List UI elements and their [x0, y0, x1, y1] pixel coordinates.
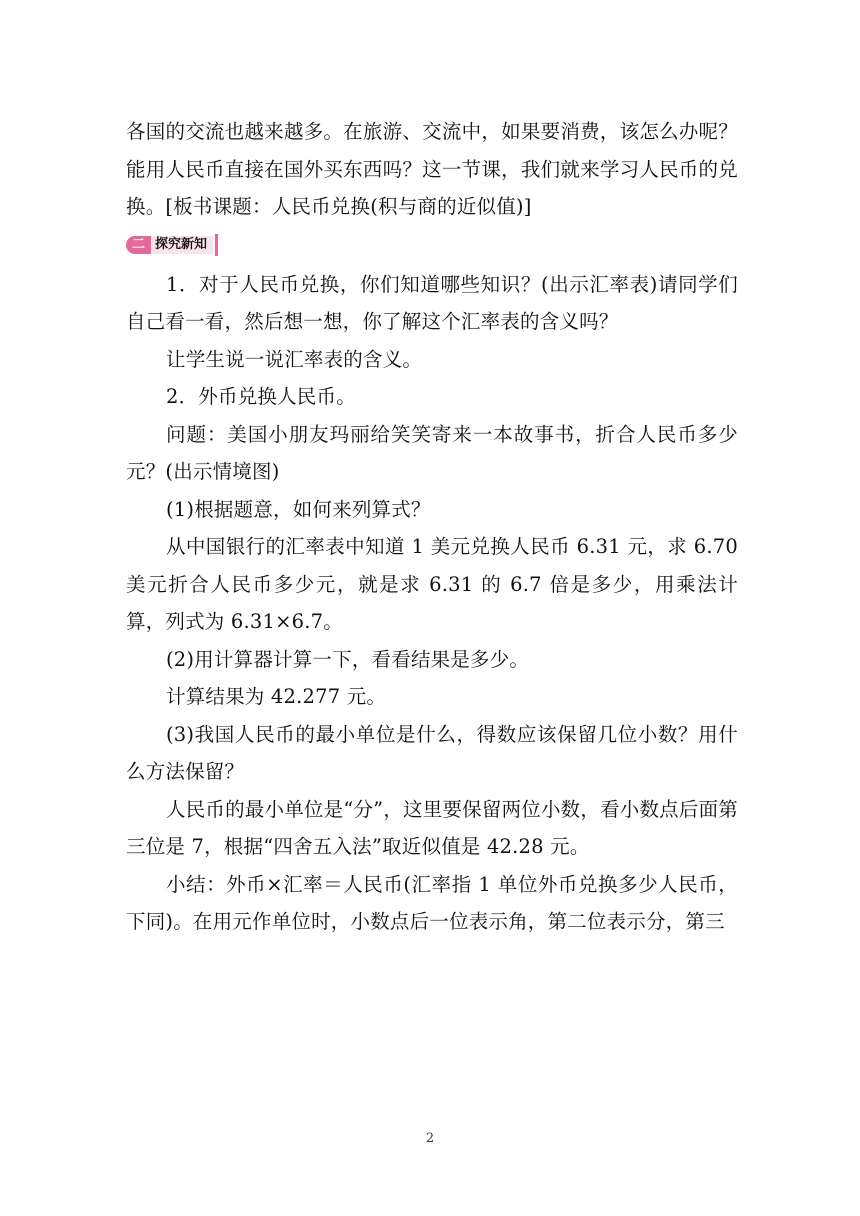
section-header [126, 232, 738, 258]
section-title: 探究新知 [151, 236, 213, 254]
paragraph-step-1-answer: 从中国银行的汇率表中知道 1 美元兑换人民币 6.31 元，求 6.70 美元折合人民币多少元，就是求 6.31 的 6.7 倍是多少，用乘法计算，列式为 6.31×6.7。 [126, 535, 738, 633]
page-content [126, 113, 738, 941]
intro-paragraph: 各国的交流也越来越多。在旅游、交流中，如果要消费，该怎么办呢？能用人民币直接在国外买东西吗？这一节课，我们就来学习人民币的兑换。[板书课题：人民币兑换(积与商的近似值)] [126, 120, 738, 218]
section-accent-bar [215, 234, 218, 256]
paragraph-foreign-to-rmb: 2．外币兑换人民币。 [166, 385, 356, 408]
page-number: 2 [425, 1131, 435, 1146]
paragraph-explain-table: 让学生说一说汇率表的含义。 [166, 347, 423, 371]
paragraph-exchange-knowledge: 1．对于人民币兑换，你们知道哪些知识？(出示汇率表)请同学们自己看一看，然后想一想，你了解这个汇率表的含义吗？ [126, 272, 738, 333]
section-number-badge: 二 [126, 236, 151, 254]
paragraph-step-3-answer: 人民币的最小单位是“分”，这里要保留两位小数，看小数点后面第三位是 7，根据“四舍五入法”取近似值是 42.28 元。 [126, 797, 738, 858]
paragraph-step-2-answer: 计算结果为 42.277 元。 [166, 685, 387, 708]
paragraph-question: 问题：美国小朋友玛丽给笑笑寄来一本故事书，折合人民币多少元？(出示情境图) [126, 422, 738, 483]
paragraph-summary: 小结：外币×汇率＝人民币(汇率指 1 单位外币兑换多少人民币，下同)。在用元作单位时，小数点后一位表示角，第二位表示分，第三 [126, 872, 738, 933]
paragraph-step-1: (1)根据题意，如何来列算式？ [166, 497, 431, 521]
paragraph-step-2: (2)用计算器计算一下，看看结果是多少。 [166, 647, 530, 671]
paragraph-step-3: (3)我国人民币的最小单位是什么，得数应该保留几位小数？用什么方法保留？ [126, 722, 738, 783]
